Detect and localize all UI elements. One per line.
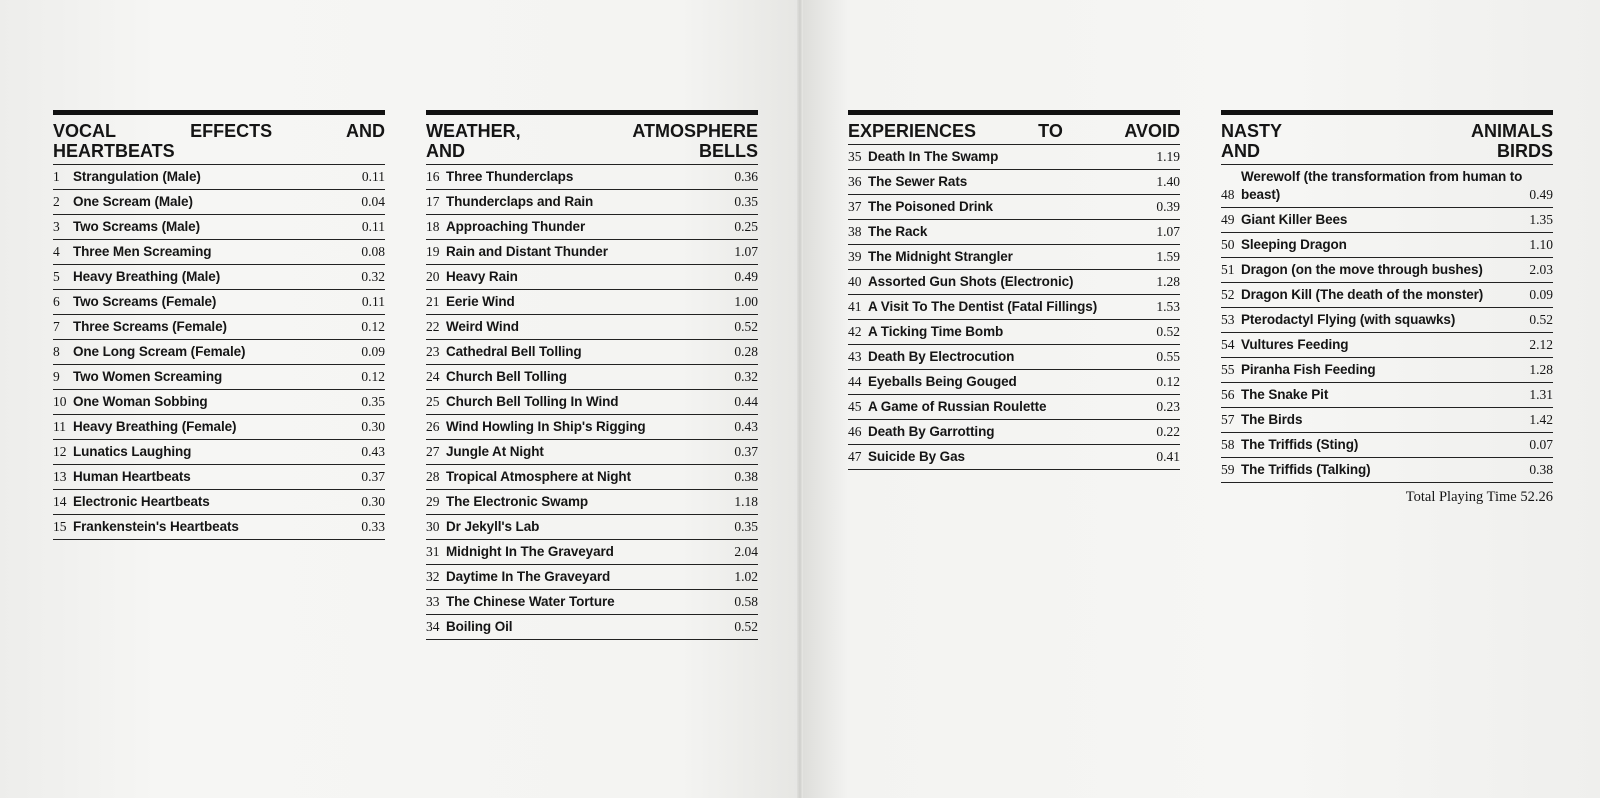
track-duration: 1.00 (734, 294, 758, 309)
track-title: Pterodactyl Flying (with squawks) (1241, 312, 1456, 327)
track-title: The Snake Pit (1241, 387, 1329, 402)
track-title: Three Thunderclaps (446, 169, 574, 184)
track-row (426, 489, 758, 514)
track-duration: 0.36 (734, 169, 758, 184)
track-duration: 0.32 (361, 269, 385, 284)
track-number: 5 (53, 269, 60, 284)
track-duration: 0.38 (734, 469, 758, 484)
track-title: Lunatics Laughing (73, 444, 192, 459)
track-row (848, 169, 1180, 194)
track-duration: 1.07 (1156, 224, 1180, 239)
track-title: Dragon Kill (The death of the monster) (1241, 287, 1484, 302)
heading-line: WEATHER, ATMOSPHERE (426, 121, 758, 141)
track-number: 11 (53, 419, 66, 434)
track-duration: 0.08 (361, 244, 385, 259)
section-heading (1221, 121, 1553, 161)
track-duration: 0.35 (361, 394, 385, 409)
track-row (53, 439, 385, 464)
track-row (848, 219, 1180, 244)
track-number: 38 (848, 224, 862, 239)
section-weather (426, 110, 758, 640)
track-number: 59 (1221, 462, 1235, 477)
track-row (426, 214, 758, 239)
track-number: 47 (848, 449, 862, 464)
track-row (848, 244, 1180, 269)
track-title: Eyeballs Being Gouged (868, 374, 1017, 389)
track-duration: 1.02 (734, 569, 758, 584)
track-title: Human Heartbeats (73, 469, 191, 484)
track-title: Vultures Feeding (1241, 337, 1349, 352)
track-title: Boiling Oil (446, 619, 513, 634)
track-title: Church Bell Tolling (446, 369, 567, 384)
track-row (53, 264, 385, 289)
track-number: 56 (1221, 387, 1235, 402)
track-title: Three Screams (Female) (73, 319, 227, 334)
track-title: Eerie Wind (446, 294, 515, 309)
track-duration: 1.18 (734, 494, 758, 509)
track-duration: 1.07 (734, 244, 758, 259)
heading-rule (1221, 110, 1553, 115)
track-row (848, 294, 1180, 319)
section-heading (53, 121, 385, 161)
track-row (1221, 257, 1553, 282)
track-number: 23 (426, 344, 440, 359)
track-title: Two Screams (Female) (73, 294, 217, 309)
track-row (426, 464, 758, 489)
track-list (426, 164, 758, 640)
track-duration: 0.55 (1156, 349, 1180, 364)
track-duration: 0.33 (361, 519, 385, 534)
track-title: The Triffids (Sting) (1241, 437, 1359, 452)
track-title: Jungle At Night (446, 444, 544, 459)
track-title: Church Bell Tolling In Wind (446, 394, 619, 409)
track-duration: 1.31 (1529, 387, 1553, 402)
section-vocal-effects (53, 110, 385, 540)
track-row (53, 489, 385, 514)
track-row (53, 464, 385, 489)
track-number: 37 (848, 199, 862, 214)
track-title: Two Screams (Male) (73, 219, 200, 234)
track-title: The Chinese Water Torture (446, 594, 615, 609)
track-duration: 1.40 (1156, 174, 1180, 189)
track-duration: 0.09 (361, 344, 385, 359)
track-title: Tropical Atmosphere at Night (446, 469, 631, 484)
track-number: 35 (848, 149, 862, 164)
track-number: 18 (426, 219, 440, 234)
track-row (848, 344, 1180, 369)
track-duration: 0.38 (1529, 462, 1553, 477)
track-row (1221, 332, 1553, 357)
track-row (53, 364, 385, 389)
track-title: The Triffids (Talking) (1241, 462, 1371, 477)
track-row (426, 564, 758, 589)
track-duration: 0.32 (734, 369, 758, 384)
track-title: Midnight In The Graveyard (446, 544, 614, 559)
track-row (848, 319, 1180, 344)
track-number: 42 (848, 324, 862, 339)
track-title: Electronic Heartbeats (73, 494, 210, 509)
track-title: One Long Scream (Female) (73, 344, 246, 359)
track-title: The Birds (1241, 412, 1303, 427)
track-duration: 0.30 (361, 494, 385, 509)
track-title: A Game of Russian Roulette (868, 399, 1047, 414)
track-duration: 0.58 (734, 594, 758, 609)
track-title: A Visit To The Dentist (Fatal Fillings) (868, 299, 1098, 314)
track-number: 16 (426, 169, 440, 184)
track-title: Cathedral Bell Tolling (446, 344, 582, 359)
track-title: Assorted Gun Shots (Electronic) (868, 274, 1074, 289)
track-duration: 2.12 (1529, 337, 1553, 352)
track-number: 44 (848, 374, 862, 389)
track-duration: 0.12 (361, 369, 385, 384)
track-row (53, 214, 385, 239)
track-duration: 0.37 (734, 444, 758, 459)
track-title: Rain and Distant Thunder (446, 244, 608, 259)
heading-line: AND BIRDS (1221, 141, 1553, 161)
track-number: 28 (426, 469, 440, 484)
track-duration: 0.23 (1156, 399, 1180, 414)
track-duration: 2.03 (1529, 262, 1553, 277)
track-duration: 0.28 (734, 344, 758, 359)
track-title: Thunderclaps and Rain (446, 194, 594, 209)
track-row (1221, 164, 1553, 207)
track-number: 2 (53, 194, 60, 209)
section-heading (848, 121, 1180, 141)
track-row (426, 364, 758, 389)
track-number: 40 (848, 274, 862, 289)
track-number: 31 (426, 544, 440, 559)
track-row (53, 314, 385, 339)
track-title: Heavy Breathing (Female) (73, 419, 237, 434)
track-number: 36 (848, 174, 862, 189)
track-row (53, 289, 385, 314)
track-title: Death By Electrocution (868, 349, 1015, 364)
track-row (426, 439, 758, 464)
track-number: 55 (1221, 362, 1235, 377)
track-number: 43 (848, 349, 862, 364)
track-title: Heavy Rain (446, 269, 518, 284)
track-number: 39 (848, 249, 862, 264)
track-title: Approaching Thunder (446, 219, 586, 234)
track-title: One Scream (Male) (73, 194, 193, 209)
track-title: Dr Jekyll's Lab (446, 519, 540, 534)
track-row (1221, 407, 1553, 432)
track-duration: 0.12 (361, 319, 385, 334)
track-row (848, 444, 1180, 470)
track-row (848, 144, 1180, 169)
track-title: Werewolf (the transformation from human to beast) (1241, 169, 1523, 202)
track-row (53, 189, 385, 214)
track-row (1221, 232, 1553, 257)
track-title: Giant Killer Bees (1241, 212, 1348, 227)
track-number: 45 (848, 399, 862, 414)
heading-rule (426, 110, 758, 115)
track-duration: 0.11 (361, 169, 385, 184)
track-title: Death In The Swamp (868, 149, 999, 164)
track-number: 54 (1221, 337, 1235, 352)
track-number: 57 (1221, 412, 1235, 427)
track-row (426, 264, 758, 289)
track-title: Daytime In The Graveyard (446, 569, 611, 584)
track-number: 12 (53, 444, 67, 459)
track-list (848, 144, 1180, 470)
heading-line: AND BELLS (426, 141, 758, 161)
track-duration: 0.30 (361, 419, 385, 434)
track-number: 19 (426, 244, 440, 259)
section-heading (426, 121, 758, 161)
track-row (426, 189, 758, 214)
track-title: The Midnight Strangler (868, 249, 1013, 264)
track-row (53, 239, 385, 264)
track-duration: 0.52 (734, 319, 758, 334)
track-duration: 0.43 (734, 419, 758, 434)
track-duration: 0.49 (1529, 187, 1553, 202)
track-duration: 0.49 (734, 269, 758, 284)
track-number: 24 (426, 369, 440, 384)
track-number: 22 (426, 319, 440, 334)
track-duration: 0.39 (1156, 199, 1180, 214)
track-number: 3 (53, 219, 60, 234)
track-title: The Electronic Swamp (446, 494, 589, 509)
track-row (426, 589, 758, 614)
track-title: Strangulation (Male) (73, 169, 201, 184)
track-number: 51 (1221, 262, 1235, 277)
track-duration: 1.28 (1529, 362, 1553, 377)
track-duration: 0.35 (734, 194, 758, 209)
track-row (1221, 307, 1553, 332)
track-title: Suicide By Gas (868, 449, 965, 464)
track-number: 26 (426, 419, 440, 434)
track-duration: 0.25 (734, 219, 758, 234)
track-row (426, 164, 758, 189)
track-number: 48 (1221, 187, 1235, 202)
track-row (848, 194, 1180, 219)
track-title: Piranha Fish Feeding (1241, 362, 1376, 377)
track-row (1221, 282, 1553, 307)
track-row (848, 269, 1180, 294)
track-row (1221, 432, 1553, 457)
track-title: The Sewer Rats (868, 174, 968, 189)
track-number: 52 (1221, 287, 1235, 302)
track-number: 15 (53, 519, 67, 534)
track-number: 4 (53, 244, 60, 259)
track-title: Frankenstein's Heartbeats (73, 519, 239, 534)
track-duration: 0.44 (734, 394, 758, 409)
section-experiences (848, 110, 1180, 470)
heading-line: NASTY ANIMALS (1221, 121, 1553, 141)
track-row (1221, 357, 1553, 382)
track-title: Weird Wind (446, 319, 519, 334)
track-row (53, 514, 385, 540)
page-fold (797, 0, 803, 798)
track-title: Sleeping Dragon (1241, 237, 1347, 252)
track-number: 58 (1221, 437, 1235, 452)
track-duration: 1.19 (1156, 149, 1180, 164)
track-row (1221, 457, 1553, 483)
track-number: 34 (426, 619, 440, 634)
track-row (426, 539, 758, 564)
track-title: Two Women Screaming (73, 369, 223, 384)
track-duration: 0.11 (361, 294, 385, 309)
heading-line: EXPERIENCES TO AVOID (848, 121, 1180, 141)
track-title: Dragon (on the move through bushes) (1241, 262, 1483, 277)
track-duration: 1.35 (1529, 212, 1553, 227)
track-row (426, 314, 758, 339)
track-list (53, 164, 385, 540)
track-number: 1 (53, 169, 60, 184)
track-number: 20 (426, 269, 440, 284)
track-duration: 0.43 (361, 444, 385, 459)
track-duration: 0.35 (734, 519, 758, 534)
track-title: The Poisoned Drink (868, 199, 993, 214)
track-row (426, 289, 758, 314)
track-duration: 0.11 (361, 219, 385, 234)
track-row (848, 394, 1180, 419)
track-number: 17 (426, 194, 440, 209)
track-number: 25 (426, 394, 440, 409)
track-title: The Rack (868, 224, 928, 239)
track-duration: 1.59 (1156, 249, 1180, 264)
track-row (1221, 207, 1553, 232)
track-number: 30 (426, 519, 440, 534)
track-number: 9 (53, 369, 60, 384)
track-row (426, 414, 758, 439)
track-number: 8 (53, 344, 60, 359)
track-duration: 0.41 (1156, 449, 1180, 464)
track-number: 7 (53, 319, 60, 334)
track-duration: 1.53 (1156, 299, 1180, 314)
track-duration: 0.09 (1529, 287, 1553, 302)
track-row (1221, 382, 1553, 407)
track-title: One Woman Sobbing (73, 394, 208, 409)
track-row (426, 239, 758, 264)
heading-rule (848, 110, 1180, 115)
track-number: 46 (848, 424, 862, 439)
track-title: Death By Garrotting (868, 424, 995, 439)
track-number: 53 (1221, 312, 1235, 327)
track-duration: 1.28 (1156, 274, 1180, 289)
track-number: 33 (426, 594, 440, 609)
track-title: Wind Howling In Ship's Rigging (446, 419, 646, 434)
track-number: 32 (426, 569, 440, 584)
track-duration: 0.07 (1529, 437, 1553, 452)
track-duration: 0.04 (361, 194, 385, 209)
track-duration: 0.52 (1529, 312, 1553, 327)
track-duration: 0.12 (1156, 374, 1180, 389)
track-duration: 1.42 (1529, 412, 1553, 427)
heading-line: VOCAL EFFECTS AND (53, 121, 385, 141)
heading-line: HEARTBEATS (53, 141, 175, 161)
track-number: 6 (53, 294, 60, 309)
track-number: 13 (53, 469, 67, 484)
track-duration: 0.22 (1156, 424, 1180, 439)
track-row (53, 389, 385, 414)
track-duration: 1.10 (1529, 237, 1553, 252)
heading-rule (53, 110, 385, 115)
track-number: 50 (1221, 237, 1235, 252)
track-row (53, 414, 385, 439)
track-duration: 0.52 (734, 619, 758, 634)
track-duration: 2.04 (734, 544, 758, 559)
track-row (426, 614, 758, 640)
track-number: 27 (426, 444, 440, 459)
track-number: 14 (53, 494, 67, 509)
track-row (848, 369, 1180, 394)
track-duration: 0.52 (1156, 324, 1180, 339)
track-row (53, 339, 385, 364)
track-list (1221, 164, 1553, 483)
track-row (426, 339, 758, 364)
track-title: A Ticking Time Bomb (868, 324, 1004, 339)
track-number: 29 (426, 494, 440, 509)
section-nasty-animals (1221, 110, 1553, 506)
track-title: Three Men Screaming (73, 244, 212, 259)
track-title: Heavy Breathing (Male) (73, 269, 221, 284)
track-number: 21 (426, 294, 440, 309)
track-number: 10 (53, 394, 67, 409)
track-row (426, 389, 758, 414)
track-row (53, 164, 385, 189)
track-row (426, 514, 758, 539)
total-playing-time: Total Playing Time 52.26 (1405, 489, 1553, 505)
track-duration: 0.37 (361, 469, 385, 484)
track-number: 41 (848, 299, 862, 314)
track-row (848, 419, 1180, 444)
track-number: 49 (1221, 212, 1235, 227)
